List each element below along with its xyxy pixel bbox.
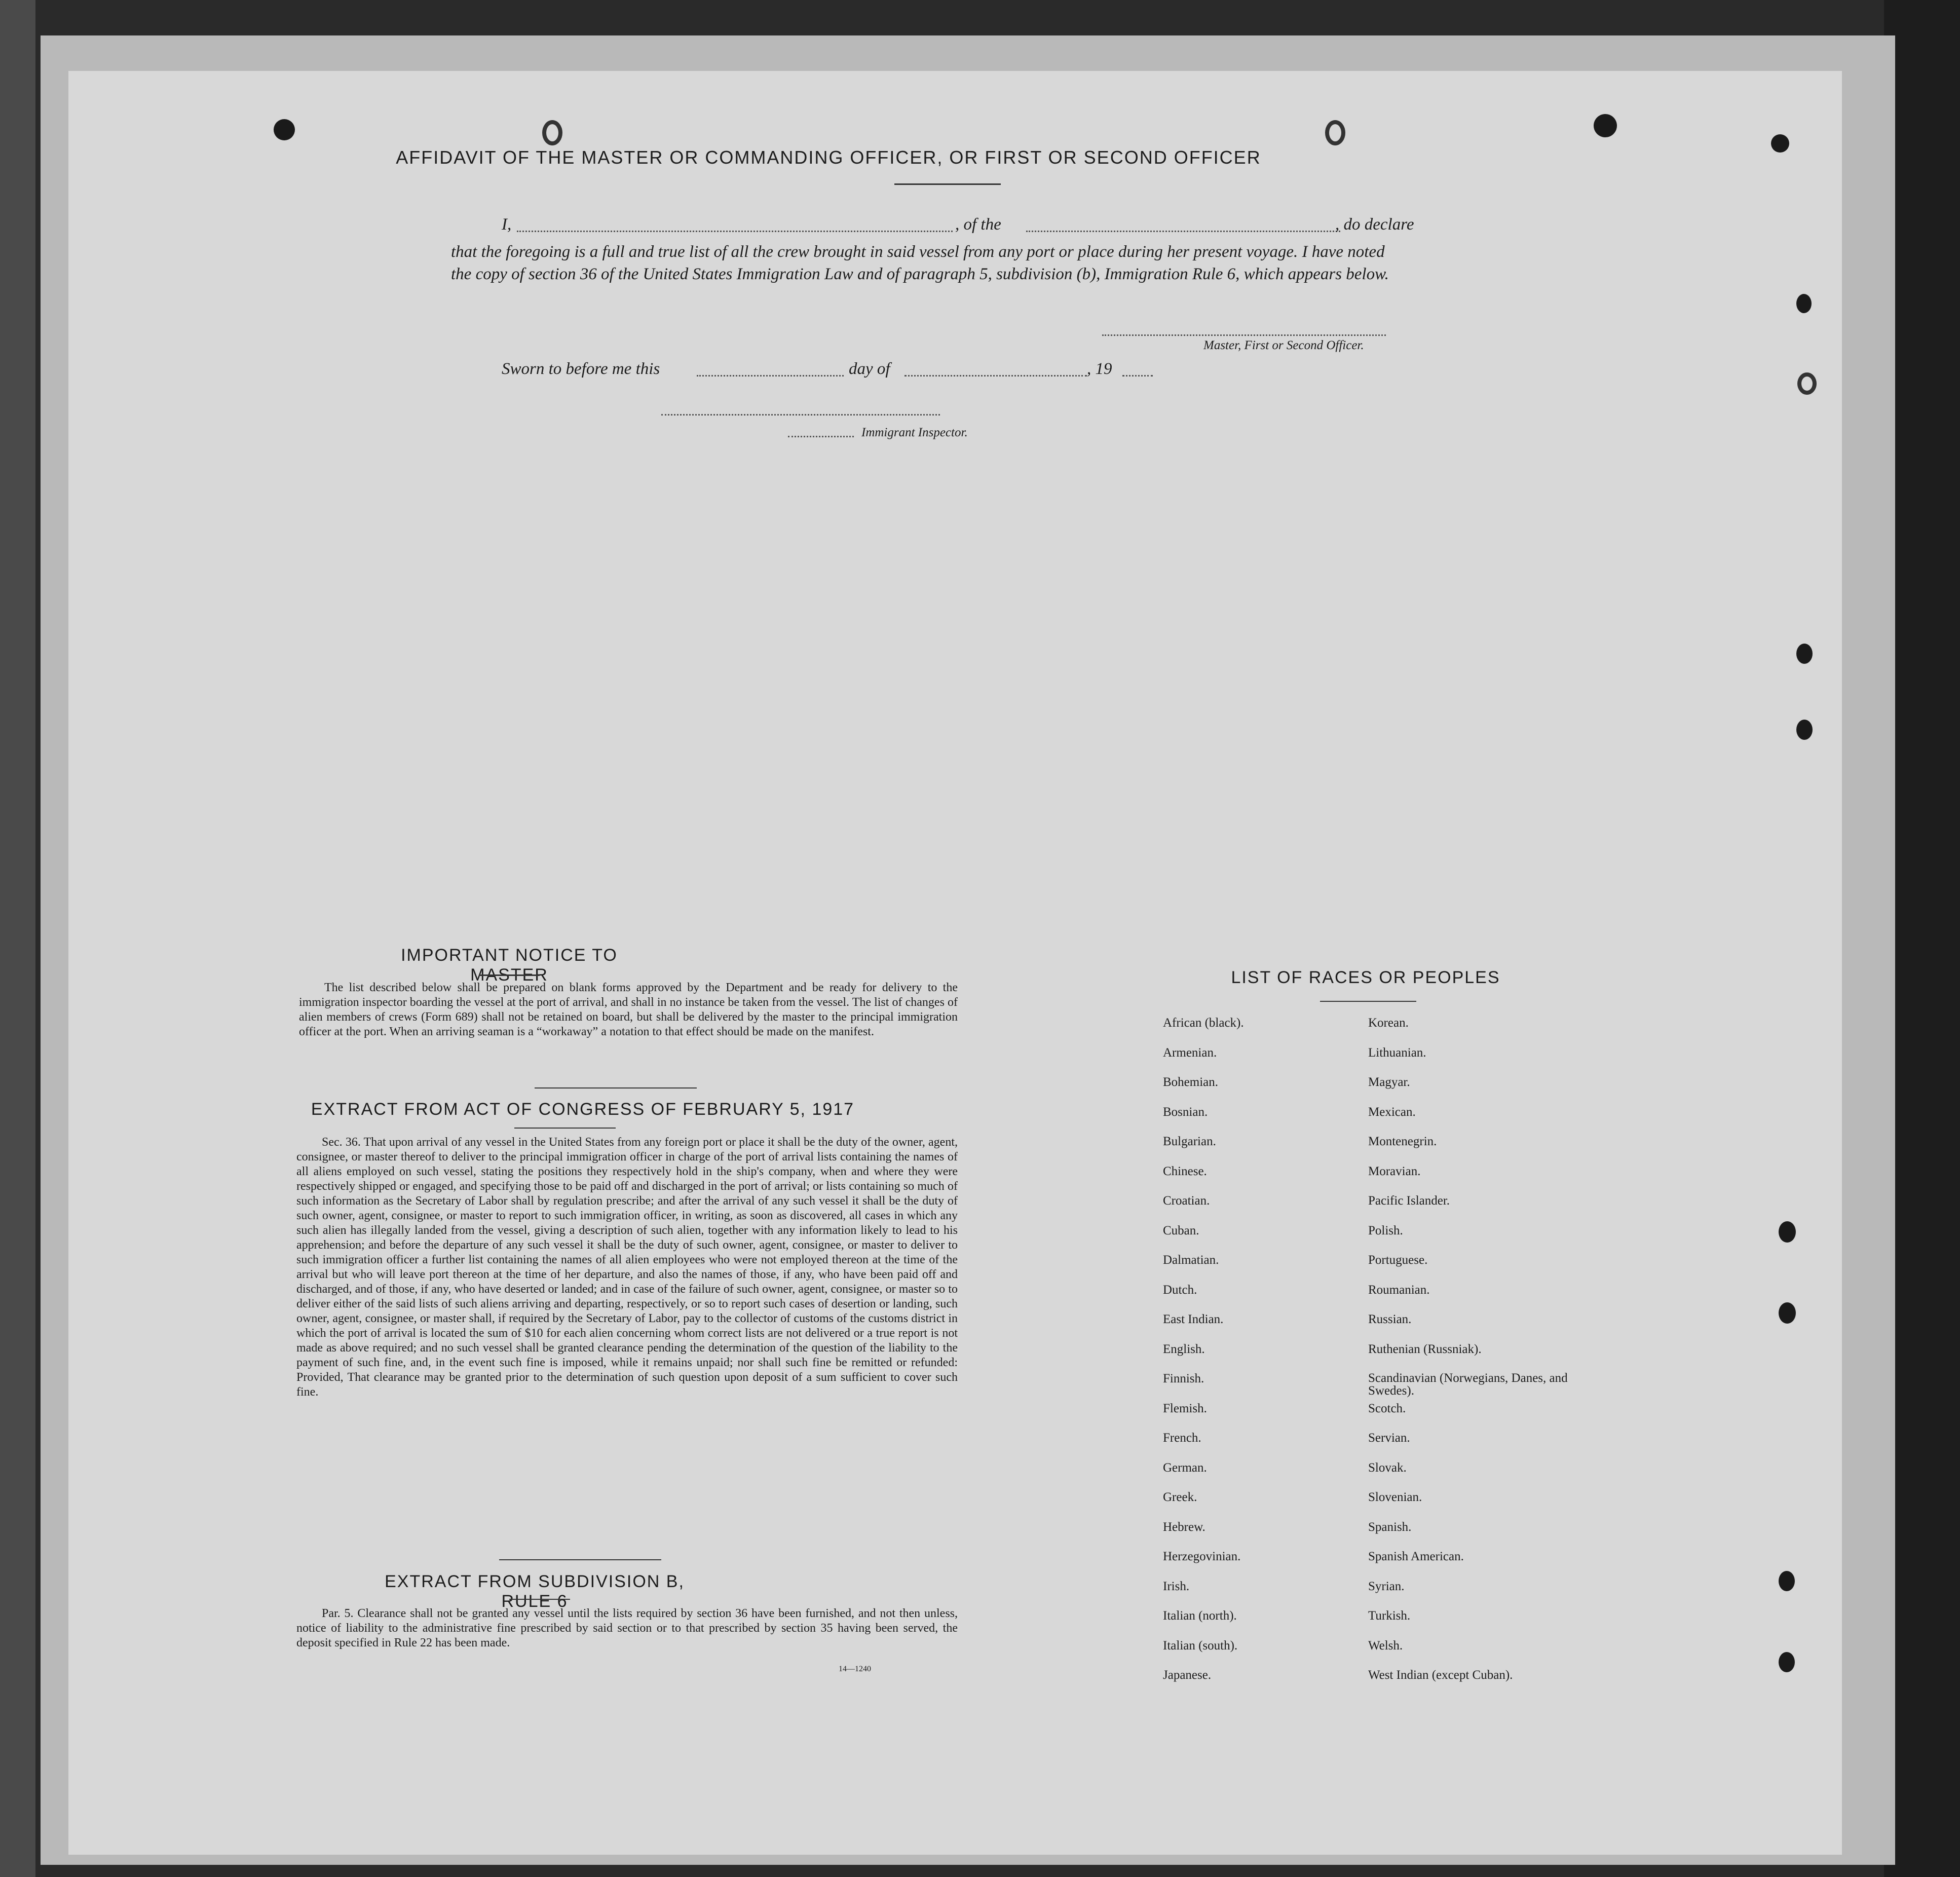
race-item: Korean.	[1368, 1016, 1409, 1030]
sworn-year-line	[1122, 375, 1153, 377]
master-signature-label: Master, First or Second Officer.	[1203, 339, 1364, 352]
race-item: Lithuanian.	[1368, 1045, 1426, 1060]
race-item: Spanish American.	[1368, 1550, 1464, 1563]
race-item: Japanese.	[1163, 1668, 1212, 1682]
race-item: Armenian.	[1163, 1045, 1217, 1060]
race-item: Dutch.	[1163, 1283, 1197, 1297]
punch-hole	[1779, 1221, 1796, 1243]
day-of-label: day of	[849, 360, 890, 378]
sworn-month-line	[904, 375, 1087, 377]
notice-rule	[479, 974, 540, 976]
punch-hole	[1325, 120, 1345, 145]
race-item: Moravian.	[1368, 1164, 1421, 1178]
race-item: Scotch.	[1368, 1401, 1406, 1415]
title-rule	[894, 183, 1001, 185]
race-item: Bosnian.	[1163, 1105, 1208, 1119]
punch-hole	[1797, 372, 1817, 395]
race-item: West Indian (except Cuban).	[1368, 1668, 1513, 1682]
race-item: Russian.	[1368, 1312, 1412, 1326]
race-item: Welsh.	[1368, 1638, 1403, 1653]
race-item: Croatian.	[1163, 1194, 1210, 1208]
rule-extract-rule	[509, 1599, 570, 1600]
act-extract-rule	[514, 1128, 616, 1129]
race-item: African (black).	[1163, 1016, 1244, 1030]
act-extract-title: EXTRACT FROM ACT OF CONGRESS OF FEBRUARY 5, 1917	[311, 1100, 855, 1119]
punch-hole	[1594, 114, 1617, 137]
race-item: Pacific Islander.	[1368, 1194, 1450, 1208]
race-item: Scandinavian (Norwegians, Danes, and Swedes).	[1368, 1371, 1568, 1398]
inspector-short-line	[788, 436, 854, 437]
sworn-day-line	[697, 375, 844, 377]
sworn-label: Sworn to before me this	[502, 360, 660, 378]
race-item: Chinese.	[1163, 1164, 1207, 1178]
race-item: Montenegrin.	[1368, 1135, 1437, 1148]
document-page	[68, 71, 1842, 1855]
affidavit-paragraph: that the foregoing is a full and true list of all the crew brought in said vessel from any port or place during her present voyage. I have noted the copy of section 36 of the United States Immigration Law and of paragraph 5, subdivision (b), Immigration Rule 6, which appears below.	[451, 243, 1389, 283]
year-label: , 19	[1087, 360, 1112, 378]
races-rule	[1320, 1001, 1416, 1002]
race-item: Cuban.	[1163, 1223, 1199, 1237]
race-item: Syrian.	[1368, 1579, 1405, 1593]
notice-title: IMPORTANT NOTICE TO MASTER	[401, 946, 618, 985]
race-item: Magyar.	[1368, 1075, 1410, 1089]
race-item: Herzegovinian.	[1163, 1550, 1241, 1563]
race-item: Bulgarian.	[1163, 1135, 1216, 1148]
races-column-2	[1368, 1016, 1581, 1698]
scan-frame-left	[0, 0, 35, 1877]
punch-hole	[1796, 294, 1812, 313]
race-item: Roumanian.	[1368, 1283, 1430, 1297]
race-item: Portuguese.	[1368, 1253, 1428, 1267]
race-item: East Indian.	[1163, 1312, 1224, 1326]
race-item: Irish.	[1163, 1579, 1190, 1593]
rule-extract-text: Par. 5. Clearance shall not be granted any vessel until the lists required by section 36 have been furnished, and not then unless, notice of liability to the administrative fine prescribed by said section or to that prescribed by section 35 having been served, the deposit specified in Rule 22 has been made.	[296, 1607, 958, 1649]
form-number: 14—1240	[839, 1665, 871, 1673]
race-item: German.	[1163, 1460, 1207, 1475]
race-item: Italian (north).	[1163, 1609, 1237, 1623]
rule-extract-title: EXTRACT FROM SUBDIVISION B, RULE 6	[385, 1572, 685, 1611]
affidavit-title: AFFIDAVIT OF THE MASTER OR COMMANDING OFFICER, OR FIRST OR SECOND OFFICER	[396, 147, 1261, 168]
race-item: French.	[1163, 1431, 1201, 1445]
punch-hole	[1796, 644, 1813, 664]
inspector-signature-line	[661, 414, 940, 416]
race-item: Italian (south).	[1163, 1638, 1238, 1653]
race-item: Servian.	[1368, 1431, 1410, 1445]
race-item: Ruthenian (Russniak).	[1368, 1342, 1482, 1356]
race-item: Turkish.	[1368, 1609, 1411, 1623]
race-item: Bohemian.	[1163, 1075, 1219, 1089]
punch-hole	[274, 119, 295, 140]
race-item: English.	[1163, 1342, 1205, 1356]
notice-text: The list described below shall be prepared on blank forms approved by the Department and be ready for delivery to the immigration inspector boarding the vessel at the port of arrival, and shall in no instance be taken from the vessel. The list of changes of alien members of crews (Form 689) shall not be retained on board, but shall be delivered by the master to the principal immigration officer at the port. When an arriving seaman is a “workaway” a notation to that effect should be made on the manifest.	[299, 981, 958, 1038]
act-extract-text: Sec. 36. That upon arrival of any vessel in the United States from any foreign port or place it shall be the duty of the owner, agent, consignee, or master thereof to deliver to the principal immigration officer in charge of the port of arrival lists containing the names of all aliens employed on such vessel, stating the positions they respectively hold in the ship's company, when and where they were respectively shipped or engaged, and specifying those to be paid off and discharged in the port of arrival; or lists containing so much of such information as the Secretary of Labor shall by regulation prescribe; and after the arrival of any such vessel it shall be the duty of such owner, agent, consignee, or master to report to such immigration officer, in writing, as soon as discovered, all cases in which any such alien has illegally landed from the vessel, giving a description of such alien, together with any information likely to lead to his apprehension; and before the departure of any such vessel it shall be the duty of such owner, agent, consignee, or master to deliver to such immigration officer a further list containing the names of all alien employees who were not employed thereon at the time of the arrival but who will leave port thereon at the time of her departure, and also the names of those, if any, who have been paid off and discharged, and of those, if any, who have deserted or landed; and in case of the failure of such owner, agent, consignee, or master so to deliver either of the said lists of such aliens arriving and departing, respectively, or so to report such cases of desertion or landing, such owner, agent, consignee, or master shall, if required by the Secretary of Labor, pay to the collector of customs of the customs district in which the port of arrival is located the sum of $10 for each alien concerning whom correct lists are not delivered or a true report is not made as above required; and no such vessel shall be granted clearance pending the determination of the question of the liability to the payment of such fine, and, in the event such fine is imposed, while it remains unpaid; nor shall such fine be remitted or refunded: Provided, That clearance may be granted prior to the determination of such question upon deposit of a sum sufficient to cover such fine.	[296, 1136, 958, 1399]
race-item: Polish.	[1368, 1223, 1403, 1237]
inspector-label: Immigrant Inspector.	[861, 426, 968, 439]
notice-divider	[535, 1087, 697, 1088]
of-the-label: , of the	[955, 215, 1001, 234]
do-declare-label: , do declare	[1335, 215, 1414, 234]
race-item: Spanish.	[1368, 1520, 1412, 1534]
race-item: Hebrew.	[1163, 1520, 1205, 1534]
punch-hole	[542, 120, 562, 145]
races-title: LIST OF RACES OR PEOPLES	[1231, 968, 1500, 987]
affiant-label: I,	[502, 215, 512, 234]
punch-hole	[1779, 1652, 1795, 1672]
act-extract-divider	[499, 1559, 661, 1560]
races-column-1	[1163, 1016, 1345, 1698]
race-item: Finnish.	[1163, 1372, 1204, 1385]
punch-hole	[1779, 1302, 1796, 1324]
punch-hole	[1779, 1571, 1795, 1591]
race-item: Dalmatian.	[1163, 1253, 1219, 1267]
affiant-name-line	[517, 231, 953, 232]
vessel-name-line	[1026, 231, 1340, 232]
punch-hole	[1771, 134, 1789, 153]
punch-hole	[1796, 720, 1813, 740]
scan-frame-right	[1884, 0, 1960, 1877]
master-signature-line	[1102, 334, 1386, 336]
race-item: Flemish.	[1163, 1401, 1207, 1415]
race-item: Slovenian.	[1368, 1490, 1422, 1504]
race-item: Slovak.	[1368, 1460, 1407, 1475]
race-item: Greek.	[1163, 1490, 1197, 1504]
race-item: Mexican.	[1368, 1105, 1416, 1119]
